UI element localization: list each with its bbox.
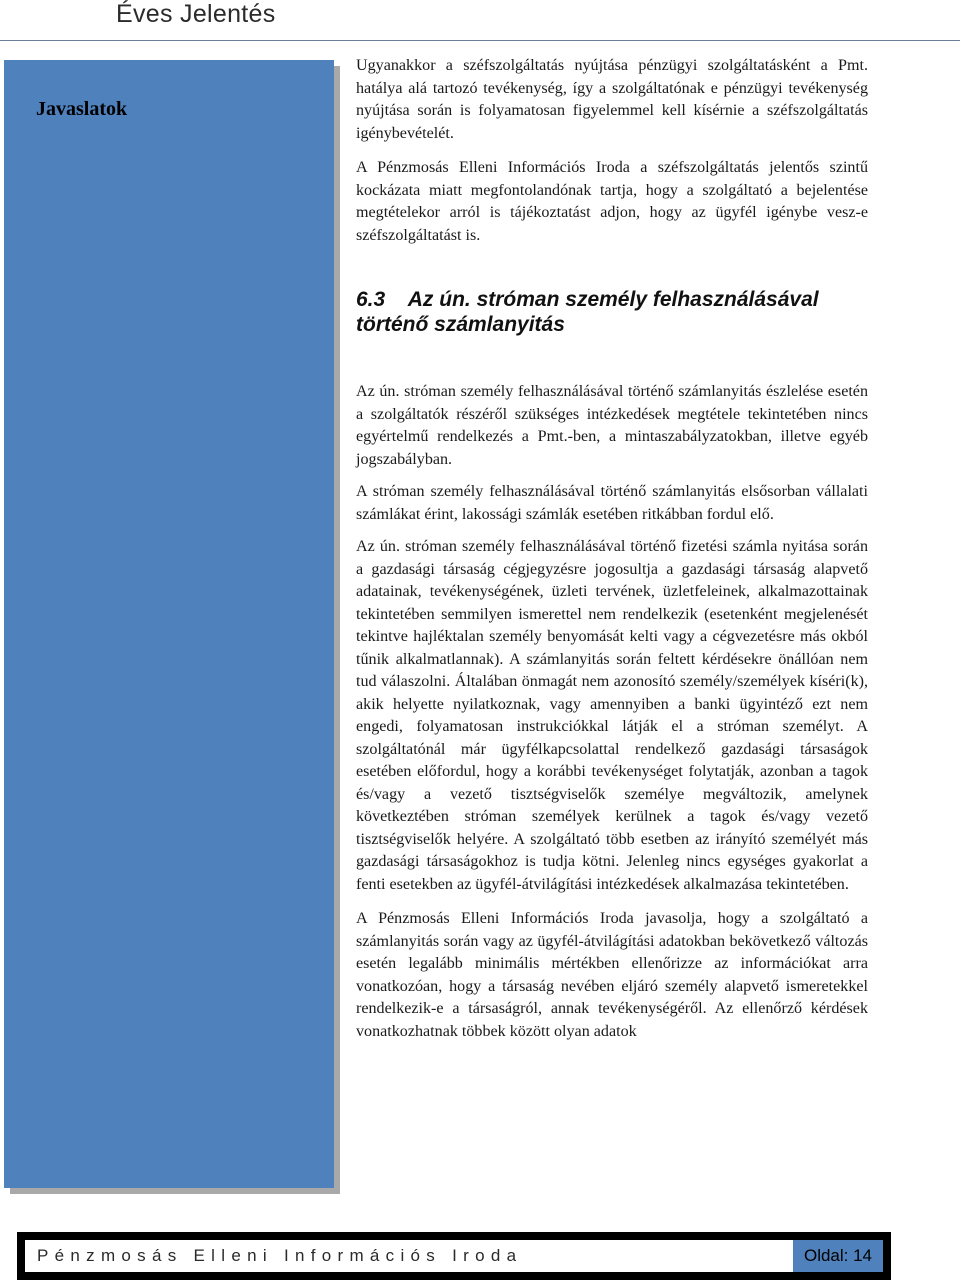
paragraph: Az ún. stróman személy felhasználásával történő számlanyitás észlelése esetén a szolgáltatók részéről szükséges intézkedések megtétele tekintetében nincs egyértelmű rendelkezés a Pmt.-ben, a mintaszabályzatokban, illetve egyéb jogszabályban. — [356, 383, 868, 468]
paragraph: A Pénzmosás Elleni Információs Iroda a széfszolgáltatás jelentős szintű kockázata miatt megfontolandónak tartja, hogy a szolgáltató a bejelentése megtételekor arról is tájékoztatást adjon, hogy az ügyfél igénybe vesz-e széfszolgáltatást is. — [356, 159, 868, 244]
sidebar-panel — [4, 60, 334, 1188]
footer-inner — [25, 1240, 883, 1272]
section-title: Az ún. stróman személy felhasználásával történő számlanyitás — [356, 288, 819, 336]
footer-organization: Pénzmosás Elleni Információs Iroda — [37, 1246, 523, 1265]
paragraph: A Pénzmosás Elleni Információs Iroda javasolja, hogy a szolgáltató a számlanyitás során vagy az ügyfél-átvilágítási adatokban bekövetkező változás esetén legalább minimális mértékben ellenőrizze az információkat arra vonatkozóan, hogy a társaság nevében eljáró személy alapvető ismeretekkel rendelkezik-e a társaságról, annak tevékenységéről. Az ellenőrző kérdések vonatkozhatnak többek között olyan adatok — [356, 910, 868, 1040]
paragraph: Ugyanakkor a széfszolgáltatás nyújtása pénzügyi szolgáltatásként a Pmt. hatálya alá tartozó tevékenység, így a szolgáltatónak e pénzügyi tevékenység nyújtása során is folyamatosan figyelemmel kell kísérnie a széfszolgáltatás igénybevételét. — [356, 57, 868, 142]
page-header-title: Éves Jelentés — [116, 0, 276, 28]
header-divider — [0, 40, 960, 41]
page-number: Oldal: 14 — [793, 1240, 883, 1272]
section-heading — [356, 287, 868, 337]
sidebar-heading: Javaslatok — [36, 98, 128, 120]
main-content — [356, 55, 868, 1055]
paragraph: A stróman személy felhasználásával történő számlanyitás elsősorban vállalati számlákat érint, lakossági számlák esetében ritkábban fordul elő. — [356, 483, 868, 523]
page-footer — [17, 1232, 891, 1280]
paragraph: Az ún. stróman személy felhasználásával történő fizetési számla nyitása során a gazdasági társaság cégjegyzésre jogosultja a gazdasági társaság alapvető adatainak, tevékenységének, üzleti tervének, üzletfeleinek, alkalmazottainak tekintetében semmilyen ismerettel nem rendelkezik (esetenként megjelenését tekintve hajléktalan személy benyomását kelti vagy a cégvezetésre más okból tűnik alkalmatlannak). A számlanyitás során feltett kérdésekre önállóan nem tud válaszolni. Általában önmagát nem azonosító személy/személyek kíséri(k), akik helyette nyilatkoznak, vagy amennyiben a banki ügyintéző ezt nem engedi, folyamatosan instrukciókkal látják el a stróman személyt. A szolgáltatónál már ügyfélkapcsolattal rendelkező gazdasági társaságok esetében előfordul, hogy a korábbi tevékenységet folytatják, azonban a tagok és/vagy a vezető tisztségviselők személye megváltozik, amelynek következtében stróman személyek kerülnek a tagok és/vagy vezető tisztségviselők helyére. A szolgáltató több esetben az irányító személyét más gazdasági társaságokhoz is tudja kötni. Jelenleg nincs egységes gyakorlat a fenti esetekben az ügyfél-átvilágítási intézkedések alkalmazása tekintetében. — [356, 538, 868, 893]
section-number: 6.3 — [356, 288, 386, 311]
